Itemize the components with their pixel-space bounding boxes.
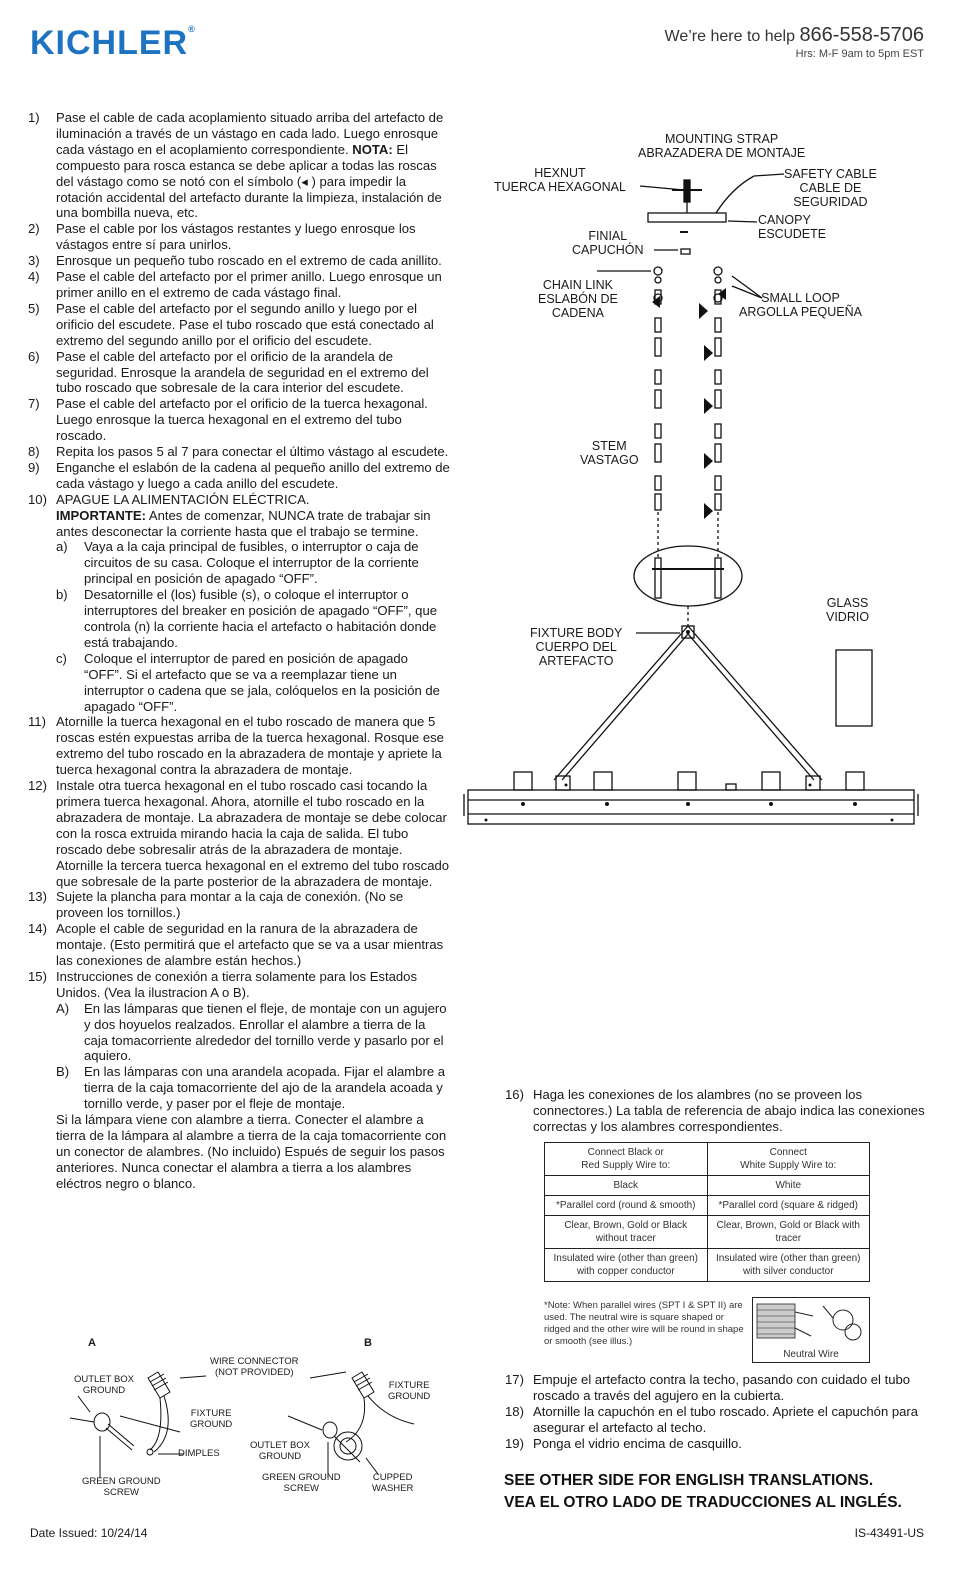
label-chain-link: CHAIN LINK ESLABÓN DE CADENA: [538, 278, 618, 320]
label-dimples: DIMPLES: [178, 1448, 220, 1459]
step-19: [505, 1436, 925, 1452]
table-row: [545, 1196, 870, 1216]
substep-B: [56, 1064, 450, 1112]
substep-b: [56, 587, 450, 651]
step-text: Instale otra tuerca hexagonal en el tubo roscado casi tocando la primera tuerca hexagonal. Ahora, atornille el tubo roscado en la abrazadera de montaje. La abrazadera de montaje se debe colocar con la rosca extruida mirando hacia la caja de salida. El tubo roscado debe sobresalir atrás de la abrazadera de montaje. Atornille la tercera tuerca hexagonal en el extremo del tubo roscado que sobresale de la parte posterior de la abrazadera de montaje.: [56, 778, 450, 889]
label-fixture-ground-b: FIXTURE GROUND: [388, 1380, 431, 1402]
step-5: [28, 301, 450, 349]
step-text: Empuje el artefacto contra la techo, pasando con cuidado el tubo roscado a través del agujero en la cubierta.: [533, 1372, 911, 1403]
see-other-side-notice: [504, 1470, 902, 1514]
step-number: 6): [28, 348, 40, 364]
step-15-paragraph: Si la lámpara viene con alambre a tierra. Conecter el alambre a tierra de la lámpara al alambre a tierra de la caja tomacorriente con un conector de alambres. (No incluido) Espués de seguir los pasos anteriores. Nunca conectar el alambra a tierra a los alambres eléctros negro o blanco.: [56, 1112, 447, 1191]
table-header-cell: Connect White Supply Wire to:: [707, 1143, 870, 1176]
step-text: Pase el cable del artefacto por el segundo anillo y luego por el orificio del escudete. Pase el tubo roscado que está conectado al extremo del segundo anillo por el orificio del escudete.: [56, 300, 434, 348]
substep-c: [56, 651, 450, 715]
substep-letter: c): [56, 650, 67, 666]
steps-left-column: [28, 110, 450, 1192]
label-outlet-box-ground-b: OUTLET BOX GROUND: [250, 1440, 311, 1462]
label-canopy: CANOPY ESCUDETE: [758, 213, 827, 241]
step-text: Pase el cable por los vástagos restantes y luego enrosque los vástagos entre sí para unirlos.: [56, 221, 416, 253]
step-text: Instrucciones de conexión a tierra solamente para los Estados Unidos. (Vea la ilustracion A o B).: [56, 968, 418, 1000]
table-cell: Insulated wire (other than green) with copper conductor: [545, 1249, 708, 1282]
help-phone: 866-558-5706: [799, 24, 924, 46]
step-number: 19): [505, 1435, 524, 1451]
step-number: 5): [28, 300, 40, 316]
neutral-wire-drawing: [753, 1298, 869, 1348]
substep-letter: B): [56, 1064, 70, 1080]
logo-registered-mark: ®: [188, 24, 195, 34]
step-14: [28, 921, 450, 969]
step-number: 10): [28, 491, 47, 507]
note-label: NOTA:: [352, 141, 393, 157]
step-text: Enrosque un pequeño tubo roscado en el extremo de cada anillito.: [56, 253, 442, 269]
label-wire-connector: WIRE CONNECTOR (NOT PROVIDED): [210, 1356, 299, 1378]
step-18: [505, 1404, 925, 1436]
label-green-ground-screw-a: GREEN GROUND SCREW: [82, 1476, 161, 1498]
assembly-diagram: [462, 128, 922, 828]
step-8: [28, 444, 450, 460]
step-number: 11): [28, 714, 46, 730]
step-number: 18): [505, 1403, 524, 1419]
step-13: [28, 889, 450, 921]
substep-a: [56, 539, 450, 587]
step-6: [28, 349, 450, 397]
kichler-logo: [30, 24, 195, 63]
step-number: 8): [28, 444, 40, 460]
step-text: Ponga el vidrio encima de casquillo.: [533, 1435, 742, 1451]
table-cell: *Parallel cord (round & smooth): [545, 1196, 708, 1216]
substep-letter: A): [56, 1000, 70, 1016]
logo-text: KICHLER: [30, 24, 189, 62]
substep-text: Vaya a la caja principal de fusibles, o interruptor o caja de circuitos de su casa. Coloque el interruptor de la corriente principal en posición de apagado “OFF”.: [84, 539, 419, 587]
table-row: [545, 1176, 870, 1196]
important-label: IMPORTANTE:: [56, 507, 146, 523]
step-15: [28, 969, 450, 1001]
step-7: [28, 396, 450, 444]
step-2: [28, 221, 450, 253]
table-cell: Insulated wire (other than green) with silver conductor: [707, 1249, 870, 1282]
step-text: Haga les conexiones de los alambres (no se proveen los connectores.) La tabla de referencia de abajo indica las conexiones correctas y los alambres correspondientes.: [533, 1087, 925, 1134]
label-cupped-washer: CUPPED WASHER: [372, 1472, 414, 1494]
label-fixture-ground-a: FIXTURE GROUND: [190, 1408, 233, 1430]
label-stem: STEM VASTAGO: [580, 439, 639, 467]
step-10-title: APAGUE LA ALIMENTACIÓN ELÉCTRICA.: [56, 491, 310, 507]
wire-connection-table: [544, 1142, 870, 1282]
step-text: Pase el cable del artefacto por el orificio de la arandela de seguridad. Enrosque la arandela de seguridad en el extremo del tubo roscado que sobresale de la cara interior del escudete.: [56, 348, 429, 396]
step-text: Enganche el eslabón de la cadena al pequeño anillo del extremo de cada vástago y luego a cada anillo del escudete.: [56, 459, 450, 491]
see-other-spanish: VEA EL OTRO LADO DE TRADUCCIONES AL INGLÉS.: [504, 1494, 902, 1511]
figure-a-label: A: [88, 1337, 96, 1349]
step-10: [28, 492, 450, 540]
document-id: IS-43491-US: [854, 1526, 924, 1540]
help-text: We’re here to help: [664, 28, 795, 45]
table-cell: Clear, Brown, Gold or Black without tracer: [545, 1216, 708, 1249]
step-number: 9): [28, 459, 40, 475]
label-safety-cable: SAFETY CABLE CABLE DE SEGURIDAD: [784, 167, 877, 209]
step-16: [505, 1087, 925, 1135]
step-16-block: [505, 1087, 925, 1135]
step-number: 12): [28, 778, 47, 794]
table-cell: *Parallel cord (square & ridged): [707, 1196, 870, 1216]
step-text: Pase el cable del artefacto por el orificio de la tuerca hexagonal. Luego enrosque la tuerca hexagonal en el extremo del tubo roscado.: [56, 396, 428, 444]
step-text: Atornille la capuchón en el tubo roscado. Apriete el capuchón para asegurar el artefacto al techo.: [533, 1403, 919, 1435]
step-17: [505, 1372, 925, 1404]
label-small-loop: SMALL LOOP ARGOLLA PEQUEÑA: [739, 291, 862, 319]
step-number: 4): [28, 269, 40, 285]
parallel-wire-note: *Note: When parallel wires (SPT I & SPT II) are used. The neutral wire is square shaped or ridged and the other wire will be round in shape or smooth (see illus.): [544, 1300, 744, 1347]
table-cell: White: [707, 1176, 870, 1196]
label-glass: GLASS VIDRIO: [826, 596, 870, 624]
step-number: 3): [28, 253, 40, 269]
table-cell: Black: [545, 1176, 708, 1196]
substep-letter: a): [56, 539, 68, 555]
step-3: [28, 253, 450, 269]
step-number: 16): [505, 1087, 524, 1102]
neutral-wire-label: Neutral Wire: [783, 1349, 839, 1360]
label-hexnut: HEXNUT TUERCA HEXAGONAL: [494, 166, 626, 194]
step-9: [28, 460, 450, 492]
table-header-cell: Connect Black or Red Supply Wire to:: [545, 1143, 708, 1176]
step-text: Pase el cable del artefacto por el primer anillo. Luego enrosque un primer anillo en el extremo de cada vástago final.: [56, 269, 442, 300]
see-other-english: SEE OTHER SIDE FOR ENGLISH TRANSLATIONS.: [504, 1472, 874, 1489]
step-text: Repita los pasos 5 al 7 para conectar el último vástago al escudete.: [56, 444, 449, 460]
figure-b-label: B: [364, 1337, 372, 1349]
substep-text: Desatornille el (los) fusible (s), o coloque el interruptor o interruptores del breaker en posición de apagado “OFF”, que controla (n) la corriente hacia el artefacto o habitación donde está trabajando.: [84, 587, 438, 650]
neutral-wire-illustration: [752, 1297, 870, 1363]
help-contact: [665, 24, 924, 60]
step-number: 14): [28, 921, 47, 937]
note-text: El compuesto para rosca estanca se debe aplicar a todas las roscas del vástago como se notó con el símbolo (◂ ) para impedir la rotación accidental del artefacto durante la limpieza, instalación de una bombilla nueva, etc.: [56, 141, 442, 221]
table-row: [545, 1216, 870, 1249]
label-finial: FINIAL CAPUCHÓN: [572, 229, 644, 257]
important-text: Antes de comenzar, NUNCA trate de trabajar sin antes desconectar la corriente hasta que el trabajo se termine.: [56, 507, 431, 539]
step-4: [28, 269, 450, 301]
step-number: 1): [28, 110, 40, 125]
step-number: 15): [28, 968, 47, 984]
table-header-row: [545, 1143, 870, 1176]
step-11: [28, 714, 450, 778]
step-number: 13): [28, 889, 47, 905]
step-1: [28, 110, 450, 221]
step-text: Acople el cable de seguridad en la ranura de la abrazadera de montaje. (Esto permitirá que el artefacto que se va a usar mientras las conexiones de alambre están hechos.): [56, 921, 444, 969]
substep-A: [56, 1001, 450, 1065]
date-issued: Date Issued: 10/24/14: [30, 1526, 148, 1540]
step-text: Atornille la tuerca hexagonal en el tubo roscado de manera que 5 roscas estén expuestas arriba de la tuerca hexagonal. Rosque ese extremo del tubo roscado en la abrazadera de montaje y apriete la tuerca hexagonal contra la abrazadera de montaje.: [56, 714, 444, 778]
grounding-illustration: [60, 1338, 450, 1508]
table-row: [545, 1249, 870, 1282]
substep-letter: b): [56, 587, 68, 603]
label-green-ground-screw-b: GREEN GROUND SCREW: [262, 1472, 341, 1494]
substep-text: Coloque el interruptor de pared en posición de apagado “OFF”. Si el artefacto que se va a reemplazar tiene un interruptor o cadena que se jala, colóquelos en la posición de apagado “OFF”.: [84, 650, 440, 714]
step-text: Sujete la plancha para montar a la caja de conexión. (No se proveen los tornillos.): [56, 889, 404, 921]
help-hours: Hrs: M-F 9am to 5pm EST: [795, 48, 924, 60]
assembly-drawing: [462, 128, 922, 828]
label-outlet-box-ground-a: OUTLET BOX GROUND: [74, 1374, 135, 1396]
substep-text: En las lámparas con una arandela acopada. Fijar el alambre a tierra de la caja tomacorriente del ajo de la arandela acoada y tornillo verde, y paser por el fleje de montaje.: [84, 1064, 446, 1112]
step-number: 2): [28, 221, 40, 237]
step-text: Pase el cable de cada acoplamiento situado arriba del artefacto de iluminación a través de un vástago en cada lado. Luego enrosque cada vástago en el acoplamiento correspondiente.: [56, 110, 444, 157]
substep-text: En las lámparas que tienen el fleje, de montaje con un agujero y dos hoyuelos realzados. Enrollar el alambre a tierra de la caja tomacorriente alrededor del tornillo verde y pasarlo por el aquiero.: [84, 1000, 447, 1064]
label-mounting-strap: MOUNTING STRAP ABRAZADERA DE MONTAJE: [638, 132, 806, 160]
table-cell: Clear, Brown, Gold or Black with tracer: [707, 1216, 870, 1249]
step-number: 7): [28, 396, 40, 412]
label-fixture-body: FIXTURE BODY CUERPO DEL ARTEFACTO: [530, 626, 623, 668]
step-12: [28, 778, 450, 889]
steps-right-column: [505, 1372, 925, 1452]
step-number: 17): [505, 1372, 524, 1387]
